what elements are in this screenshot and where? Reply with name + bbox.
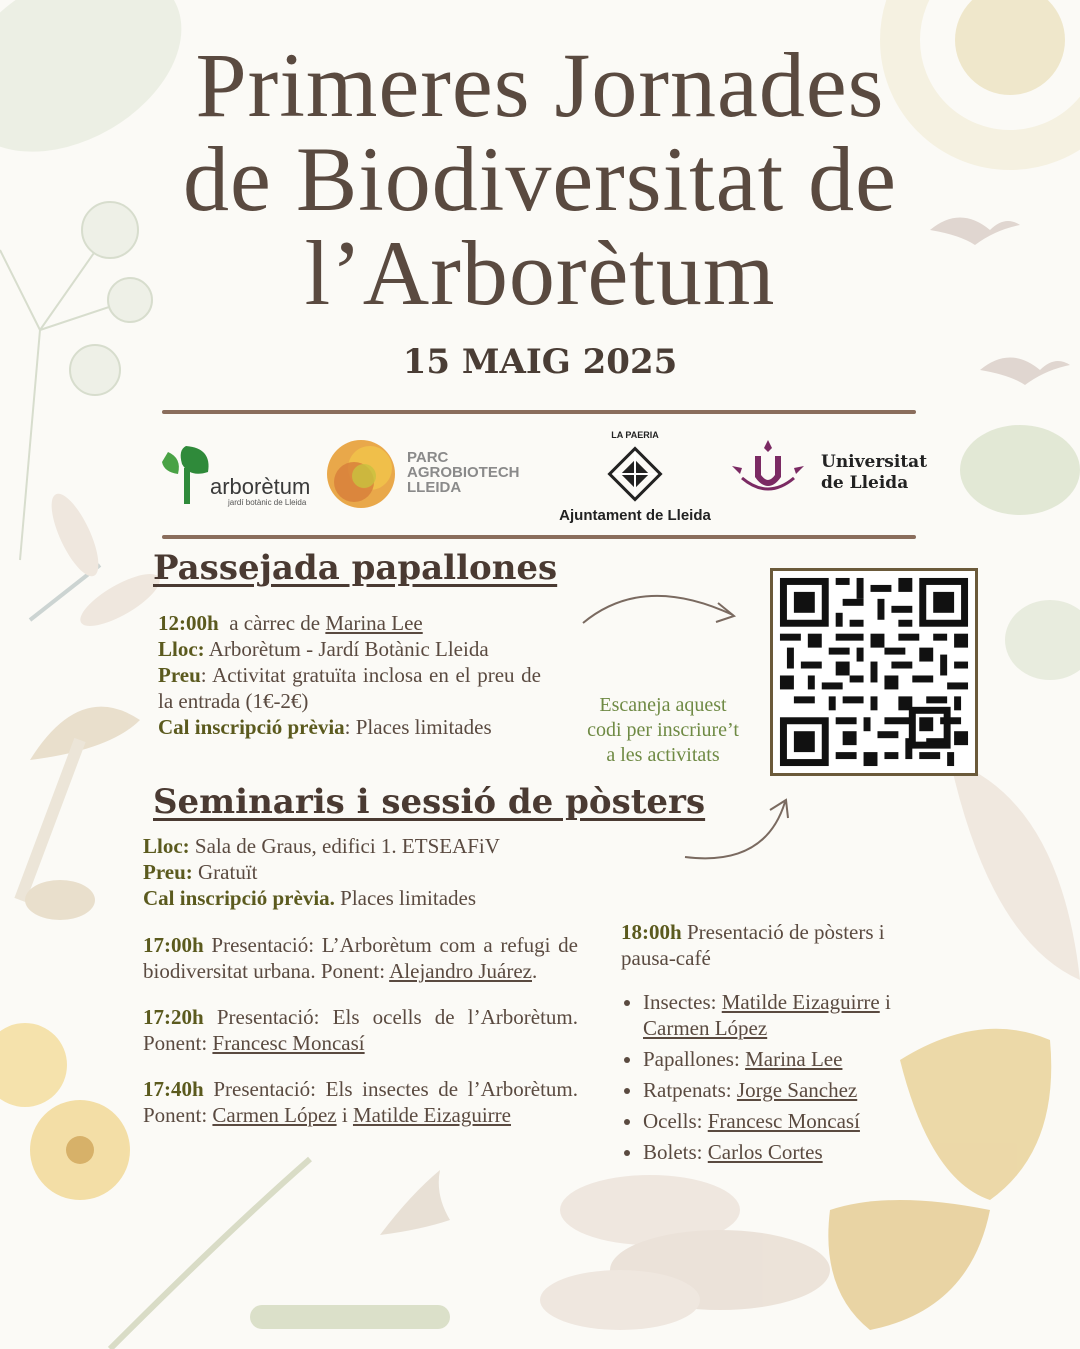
posters-list — [621, 989, 921, 1170]
walk-registration: : Places limitades — [344, 715, 492, 739]
udl-logo — [728, 438, 928, 506]
parc-line-2: AGROBIOTECH — [407, 464, 520, 481]
qr-note-line-3: a les activitats — [606, 744, 720, 766]
parc-circle-icon — [324, 438, 398, 510]
speaker-link[interactable]: Marina Lee — [745, 1047, 843, 1071]
crane-illustration — [380, 1170, 450, 1235]
talk-time: 17:00h — [143, 933, 204, 957]
dragonfly-illustration — [30, 488, 166, 636]
qr-note-line-1: Escaneja aquest — [599, 694, 727, 716]
qr-instruction — [568, 693, 758, 768]
paeria-top-text: LA PAERIA — [611, 430, 659, 440]
udl-line-1: Universitat — [821, 452, 928, 472]
talk-time: 17:20h — [143, 1005, 204, 1029]
list-item: • Insectes: Matilde Eizaguirre i Carmen López — [643, 989, 921, 1041]
caterpillar-illustration — [250, 1305, 450, 1329]
arboretum-name: arborètum — [210, 474, 311, 499]
arrow-to-qr-icon — [578, 578, 748, 638]
walk-place-label: Lloc: — [158, 637, 205, 661]
list-item: • Bolets: Carlos Cortes — [643, 1139, 921, 1165]
seminars-price-label: Preu: — [143, 860, 193, 884]
arboretum-leaf-icon — [158, 442, 216, 506]
talk-2 — [143, 1004, 578, 1056]
divider-bottom — [162, 535, 916, 539]
speaker-link[interactable]: Matilde Eizaguirre — [721, 990, 880, 1014]
walk-price-label: Preu — [158, 663, 201, 687]
walk-heading: Passejada papallones — [153, 548, 558, 588]
walk-by: a càrrec de — [229, 611, 321, 635]
seminars-place: Sala de Graus, edifici 1. ETSEAFiV — [194, 834, 500, 858]
qr-code[interactable] — [770, 568, 978, 776]
talk-text: Presentació: Els ocells de l’Arborètum. Ponent: — [143, 1005, 578, 1055]
walk-place: Arborètum - Jardí Botànic Lleida — [208, 637, 489, 661]
talk-text: Presentació: L’Arborètum com a refugi de biodiversitat urbana. Ponent: — [143, 933, 578, 983]
event-date: 15 MAIG 2025 — [402, 342, 678, 382]
seminars-registration-label: Cal inscripció prèvia. — [143, 886, 335, 910]
mushroom-illustration — [20, 707, 140, 920]
leaf-illustration — [960, 425, 1080, 515]
walk-guide-link[interactable]: Marina Lee — [325, 611, 423, 635]
talk-time: 17:40h — [143, 1077, 204, 1101]
list-item: • Ratpenats: Jorge Sanchez — [643, 1077, 921, 1103]
paeria-logo — [540, 430, 730, 525]
arboretum-subtitle: jardí botànic de Lleida — [228, 498, 307, 507]
paeria-bottom-text: Ajuntament de Lleida — [559, 507, 711, 524]
oyster-mushroom-illustration — [540, 1175, 830, 1330]
speaker-link[interactable]: Francesc Moncasí — [707, 1109, 860, 1133]
seminars-price: Gratuït — [198, 860, 258, 884]
seminars-heading: Seminaris i sessió de pòsters — [153, 782, 706, 822]
talk-3: 17:40h Presentació: Els insectes de l’Arborètum. Ponent: Carmen López i Matilde Eizaguirre — [143, 1077, 579, 1127]
qr-code-icon — [773, 571, 975, 773]
udl-emblem-icon — [728, 438, 808, 502]
posters-session — [621, 919, 921, 971]
title-line-1: Primeres Jornades — [195, 34, 885, 136]
speaker-link[interactable]: Jorge Sanchez — [736, 1078, 858, 1102]
parc-line-3: LLEIDA — [407, 479, 462, 496]
seminars-details — [143, 833, 563, 911]
talk-1: 17:00h Presentació: L’Arborètum com a refugi de biodiversitat urbana. Ponent: Alejandro Juárez. — [143, 933, 578, 983]
udl-line-2: de Lleida — [821, 473, 909, 493]
parc-line-1: PARC — [407, 449, 449, 466]
talk-text: Presentació: Els insectes de l’Arborètum. Ponent: — [143, 1077, 579, 1127]
walk-time: 12:00h — [158, 611, 219, 635]
leaf-illustration — [1005, 600, 1080, 680]
event-title — [0, 34, 1080, 324]
speaker-link[interactable]: Francesc Moncasí — [212, 1031, 365, 1055]
speaker-link[interactable]: Carlos Cortes — [707, 1140, 823, 1164]
list-item: • Ocells: Francesc Moncasí — [643, 1108, 921, 1134]
qr-note-line-2: codi per inscriure’t — [587, 719, 739, 741]
list-item: • Papallones: Marina Lee — [643, 1046, 921, 1072]
walk-price: : Activitat gratuïta inclosa en el preu de la entrada (1€-2€) — [158, 663, 541, 713]
paeria-emblem-icon — [605, 444, 665, 504]
speaker-link[interactable]: Alejandro Juárez — [389, 959, 532, 983]
yellow-flower-illustration — [0, 1023, 130, 1200]
posters-time: 18:00h — [621, 920, 682, 944]
speaker-link[interactable]: Matilde Eizaguirre — [352, 1103, 511, 1127]
arboretum-logo — [158, 440, 318, 510]
speaker-link[interactable]: Carmen López — [643, 1016, 768, 1040]
divider-top — [162, 410, 916, 414]
title-line-2: de Biodiversitat de — [183, 128, 897, 230]
walk-registration-label: Cal inscripció prèvia — [158, 715, 345, 739]
walk-details — [158, 610, 541, 740]
posters-text: Presentació de pòsters i pausa-café — [621, 920, 885, 970]
speaker-link[interactable]: Carmen López — [212, 1103, 337, 1127]
seminars-place-label: Lloc: — [143, 834, 190, 858]
title-line-3: l’Arborètum — [304, 222, 776, 324]
parc-agrobiotech-logo — [324, 438, 544, 510]
feather-illustration — [950, 760, 1080, 980]
seminars-registration: Places limitades — [340, 886, 477, 910]
